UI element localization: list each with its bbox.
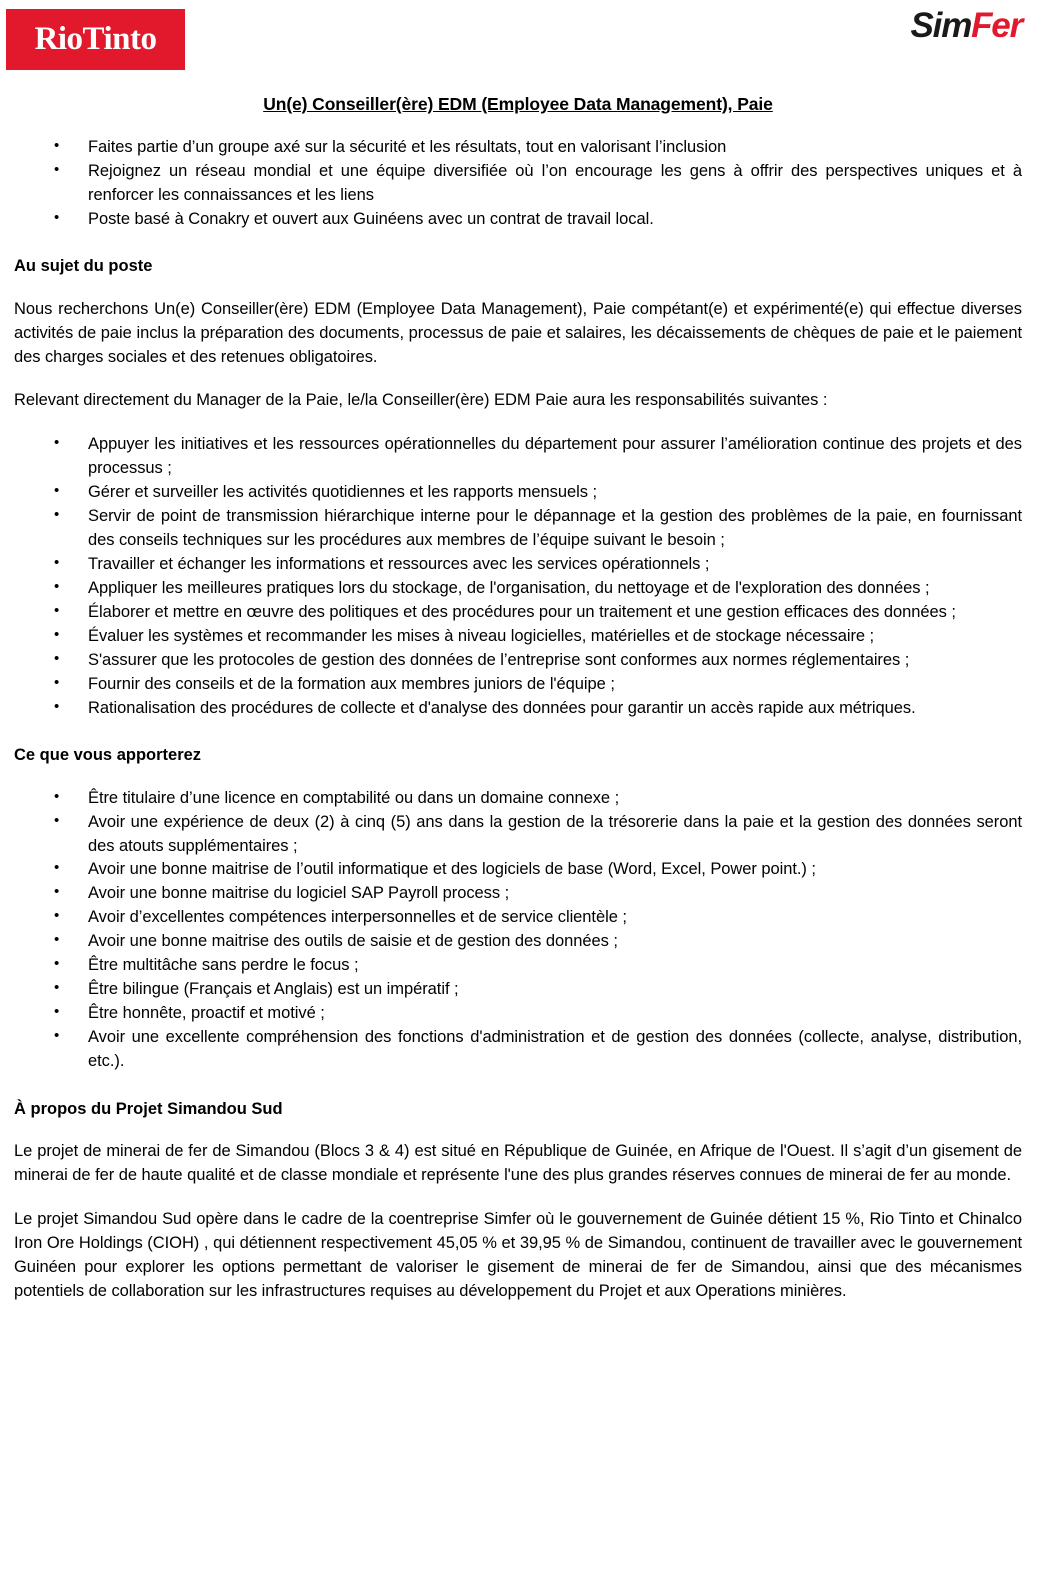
about-project-paragraph-2: Le projet Simandou Sud opère dans le cadre de la coentreprise Simfer où le gouvernement de Guinée détient 15 %, Rio Tinto et Chinalco Iron Ore Holdings (CIOH) , qui détiennent respectivement 45,05 % et 39,95 % de Simandou, continuent de travailler avec le gouvernement Guinéen pour explorer les options permettant de valoriser le gisement de minerai de fer de Simandou, ainsi que des mécanismes potentiels de collaboration sur les infrastructures requises au développement du Projet et aux Operations minières. <box>14 1209 1022 1300</box>
intro-bullet-list <box>14 136 1022 232</box>
list-item: • Appuyer les initiatives et les ressources opérationnelles du département pour assurer l’amélioration continue des projets et des processus ; <box>14 433 1022 481</box>
document-body <box>0 93 1050 1304</box>
what-you-bring-list <box>14 787 1022 1074</box>
simfer-logo <box>911 8 1022 43</box>
list-item: • Poste basé à Conakry et ouvert aux Guinéens avec un contrat de travail local. <box>14 208 1022 232</box>
spacer <box>14 1120 1022 1140</box>
list-item: • Servir de point de transmission hiérarchique interne pour le dépannage et la gestion des problèmes de la paie, en fournissant des conseils techniques sur les procédures aux membres de l’équipe suivant le besoin ; <box>14 505 1022 553</box>
list-item: • S'assurer que les protocoles de gestion des données de l’entreprise sont conformes aux normes réglementaires ; <box>14 649 1022 673</box>
list-item: • Avoir une bonne maitrise des outils de saisie et de gestion des données ; <box>14 930 1022 954</box>
riotinto-logo <box>6 9 185 70</box>
section-heading-about-project: À propos du Projet Simandou Sud <box>14 1099 283 1118</box>
responsibilities-list <box>14 433 1022 720</box>
list-item: • Être titulaire d’une licence en comptabilité ou dans un domaine connexe ; <box>14 787 1022 811</box>
simfer-logo-fer: Fer <box>971 6 1022 45</box>
list-item: • Appliquer les meilleures pratiques lors du stockage, de l'organisation, du nettoyage et de l'exploration des données ; <box>14 577 1022 601</box>
spacer <box>14 369 1022 389</box>
list-item: • Travailler et échanger les informations et ressources avec les services opérationnels ; <box>14 553 1022 577</box>
list-item: • Faites partie d’un groupe axé sur la sécurité et les résultats, tout en valorisant l’inclusion <box>14 136 1022 160</box>
list-item: • Gérer et surveiller les activités quotidiennes et les rapports mensuels ; <box>14 481 1022 505</box>
simfer-logo-sim: Sim <box>910 6 972 45</box>
list-item: • Avoir d’excellentes compétences interpersonnelles et de service clientèle ; <box>14 906 1022 930</box>
list-item: • Évaluer les systèmes et recommander les mises à niveau logicielles, matérielles et de stockage nécessaire ; <box>14 625 1022 649</box>
list-item: • Avoir une bonne maitrise de l’outil informatique et des logiciels de base (Word, Excel, Power point.) ; <box>14 858 1022 882</box>
list-item: • Être multitâche sans perdre le focus ; <box>14 954 1022 978</box>
document-header <box>0 0 1050 78</box>
about-role-paragraph-2: Relevant directement du Manager de la Paie, le/la Conseiller(ère) EDM Paie aura les responsabilités suivantes : <box>14 391 828 410</box>
spacer <box>14 278 1022 298</box>
list-item: • Élaborer et mettre en œuvre des politiques et des procédures pour un traitement et une gestion efficaces des données ; <box>14 601 1022 625</box>
list-item: • Être honnête, proactif et motivé ; <box>14 1002 1022 1026</box>
page-title: Un(e) Conseiller(ère) EDM (Employee Data Management), Paie <box>263 94 773 114</box>
list-item: • Être bilingue (Français et Anglais) est un impératif ; <box>14 978 1022 1002</box>
about-project-paragraph-1: Le projet de minerai de fer de Simandou (Blocs 3 & 4) est situé en République de Guinée, en Afrique de l'Ouest. Il s’agit d’un gisement de minerai de fer de haute qualité et de classe mondiale et représente l'une des plus grandes réserves connues de minerai de fer au monde. <box>14 1142 1022 1184</box>
list-item: • Avoir une excellente compréhension des fonctions d'administration et de gestion des données (collecte, analyse, distribution, etc.). <box>14 1026 1022 1074</box>
spacer <box>14 767 1022 787</box>
section-heading-about-role: Au sujet du poste <box>14 257 153 276</box>
about-role-paragraph-1: Nous recherchons Un(e) Conseiller(ère) EDM (Employee Data Management), Paie compétant(e) et expérimenté(e) qui effectue diverses activités de paie inclus la préparation des documents, processus de paie et salaires, les décaissements de chèques de paie et le paiement des charges sociales et des retenues obligatoires. <box>14 299 1022 366</box>
spacer <box>14 116 1022 136</box>
list-item: • Rationalisation des procédures de collecte et d'analyse des données pour garantir un accès rapide aux métriques. <box>14 697 1022 721</box>
riotinto-wordmark: RioTinto <box>34 21 157 57</box>
spacer <box>14 413 1022 433</box>
list-item: • Avoir une bonne maitrise du logiciel SAP Payroll process ; <box>14 882 1022 906</box>
spacer <box>14 231 1022 255</box>
list-item: • Rejoignez un réseau mondial et une équipe diversifiée où l’on encourage les gens à offrir des perspectives uniques et à renforcer les connaissances et les liens <box>14 160 1022 208</box>
list-item: • Avoir une expérience de deux (2) à cinq (5) ans dans la gestion de la trésorerie dans la paie et la gestion des données seront des atouts supplémentaires ; <box>14 811 1022 859</box>
list-item: • Fournir des conseils et de la formation aux membres juniors de l'équipe ; <box>14 673 1022 697</box>
spacer <box>14 1188 1022 1208</box>
spacer <box>14 1074 1022 1098</box>
spacer <box>14 720 1022 744</box>
section-heading-what-you-bring: Ce que vous apporterez <box>14 746 202 765</box>
